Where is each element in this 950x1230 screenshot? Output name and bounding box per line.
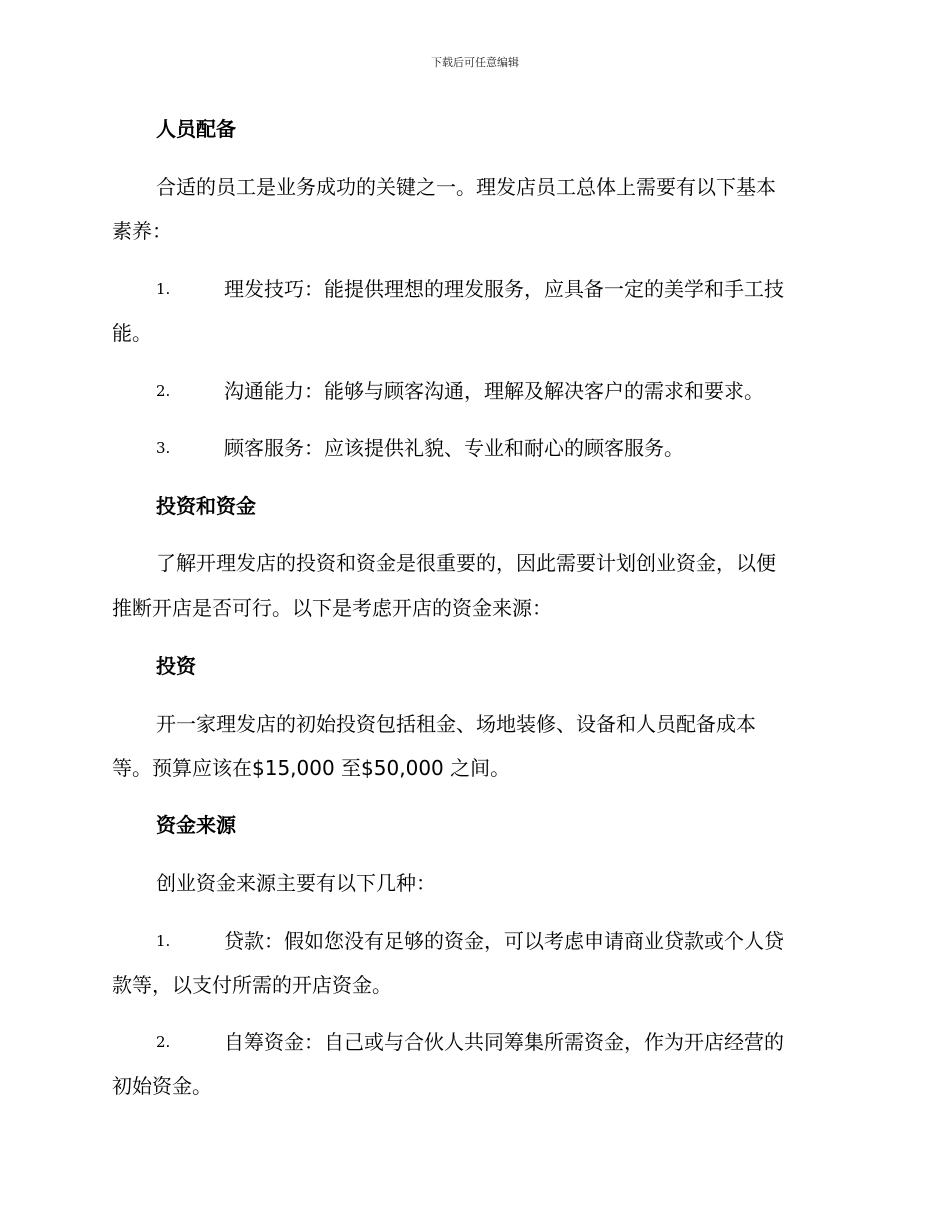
funding-sources-intro: 创业资金来源主要有以下几种： [156, 871, 436, 895]
investment-funding-line2: 推断开店是否可行。以下是考虑开店的资金来源： [112, 596, 552, 620]
funding-item-2-number: 2. [156, 1033, 171, 1051]
staffing-item-2-number: 2. [156, 382, 171, 400]
investment-line1: 开一家理发店的初始投资包括租金、场地装修、设备和人员配备成本 [156, 712, 756, 736]
staffing-item-1-line1: 理发技巧：能提供理想的理发服务，应具备一定的美学和手工技 [224, 277, 784, 301]
header-note: 下载后可任意编辑 [431, 56, 519, 69]
investment-heading: 投资 [156, 654, 196, 678]
investment-funding-heading: 投资和资金 [156, 494, 256, 518]
staffing-item-1-line2: 能。 [112, 321, 152, 345]
funding-item-1-line2: 款等，以支付所需的开店资金。 [112, 973, 392, 997]
staffing-item-2-line1: 沟通能力：能够与顾客沟通，理解及解决客户的需求和要求。 [224, 379, 764, 403]
investment-line2: 等。预算应该在$15,000 至$50,000 之间。 [112, 756, 511, 780]
funding-item-2-line1: 自筹资金：自己或与合伙人共同筹集所需资金，作为开店经营的 [224, 1030, 784, 1054]
staffing-intro-line1: 合适的员工是业务成功的关键之一。理发店员工总体上需要有以下基本 [156, 175, 776, 199]
funding-item-1-number: 1. [156, 932, 171, 950]
funding-item-2-line2: 初始资金。 [112, 1074, 212, 1098]
staffing-item-3-line1: 顾客服务：应该提供礼貌、专业和耐心的顾客服务。 [224, 436, 684, 460]
funding-sources-heading: 资金来源 [156, 813, 236, 837]
staffing-intro-line2: 素养： [112, 219, 172, 243]
investment-funding-line1: 了解开理发店的投资和资金是很重要的，因此需要计划创业资金，以便 [156, 551, 776, 575]
funding-item-1-line1: 贷款：假如您没有足够的资金，可以考虑申请商业贷款或个人贷 [224, 929, 784, 953]
staffing-heading: 人员配备 [156, 117, 236, 141]
staffing-item-3-number: 3. [156, 439, 171, 457]
staffing-item-1-number: 1. [156, 280, 171, 298]
